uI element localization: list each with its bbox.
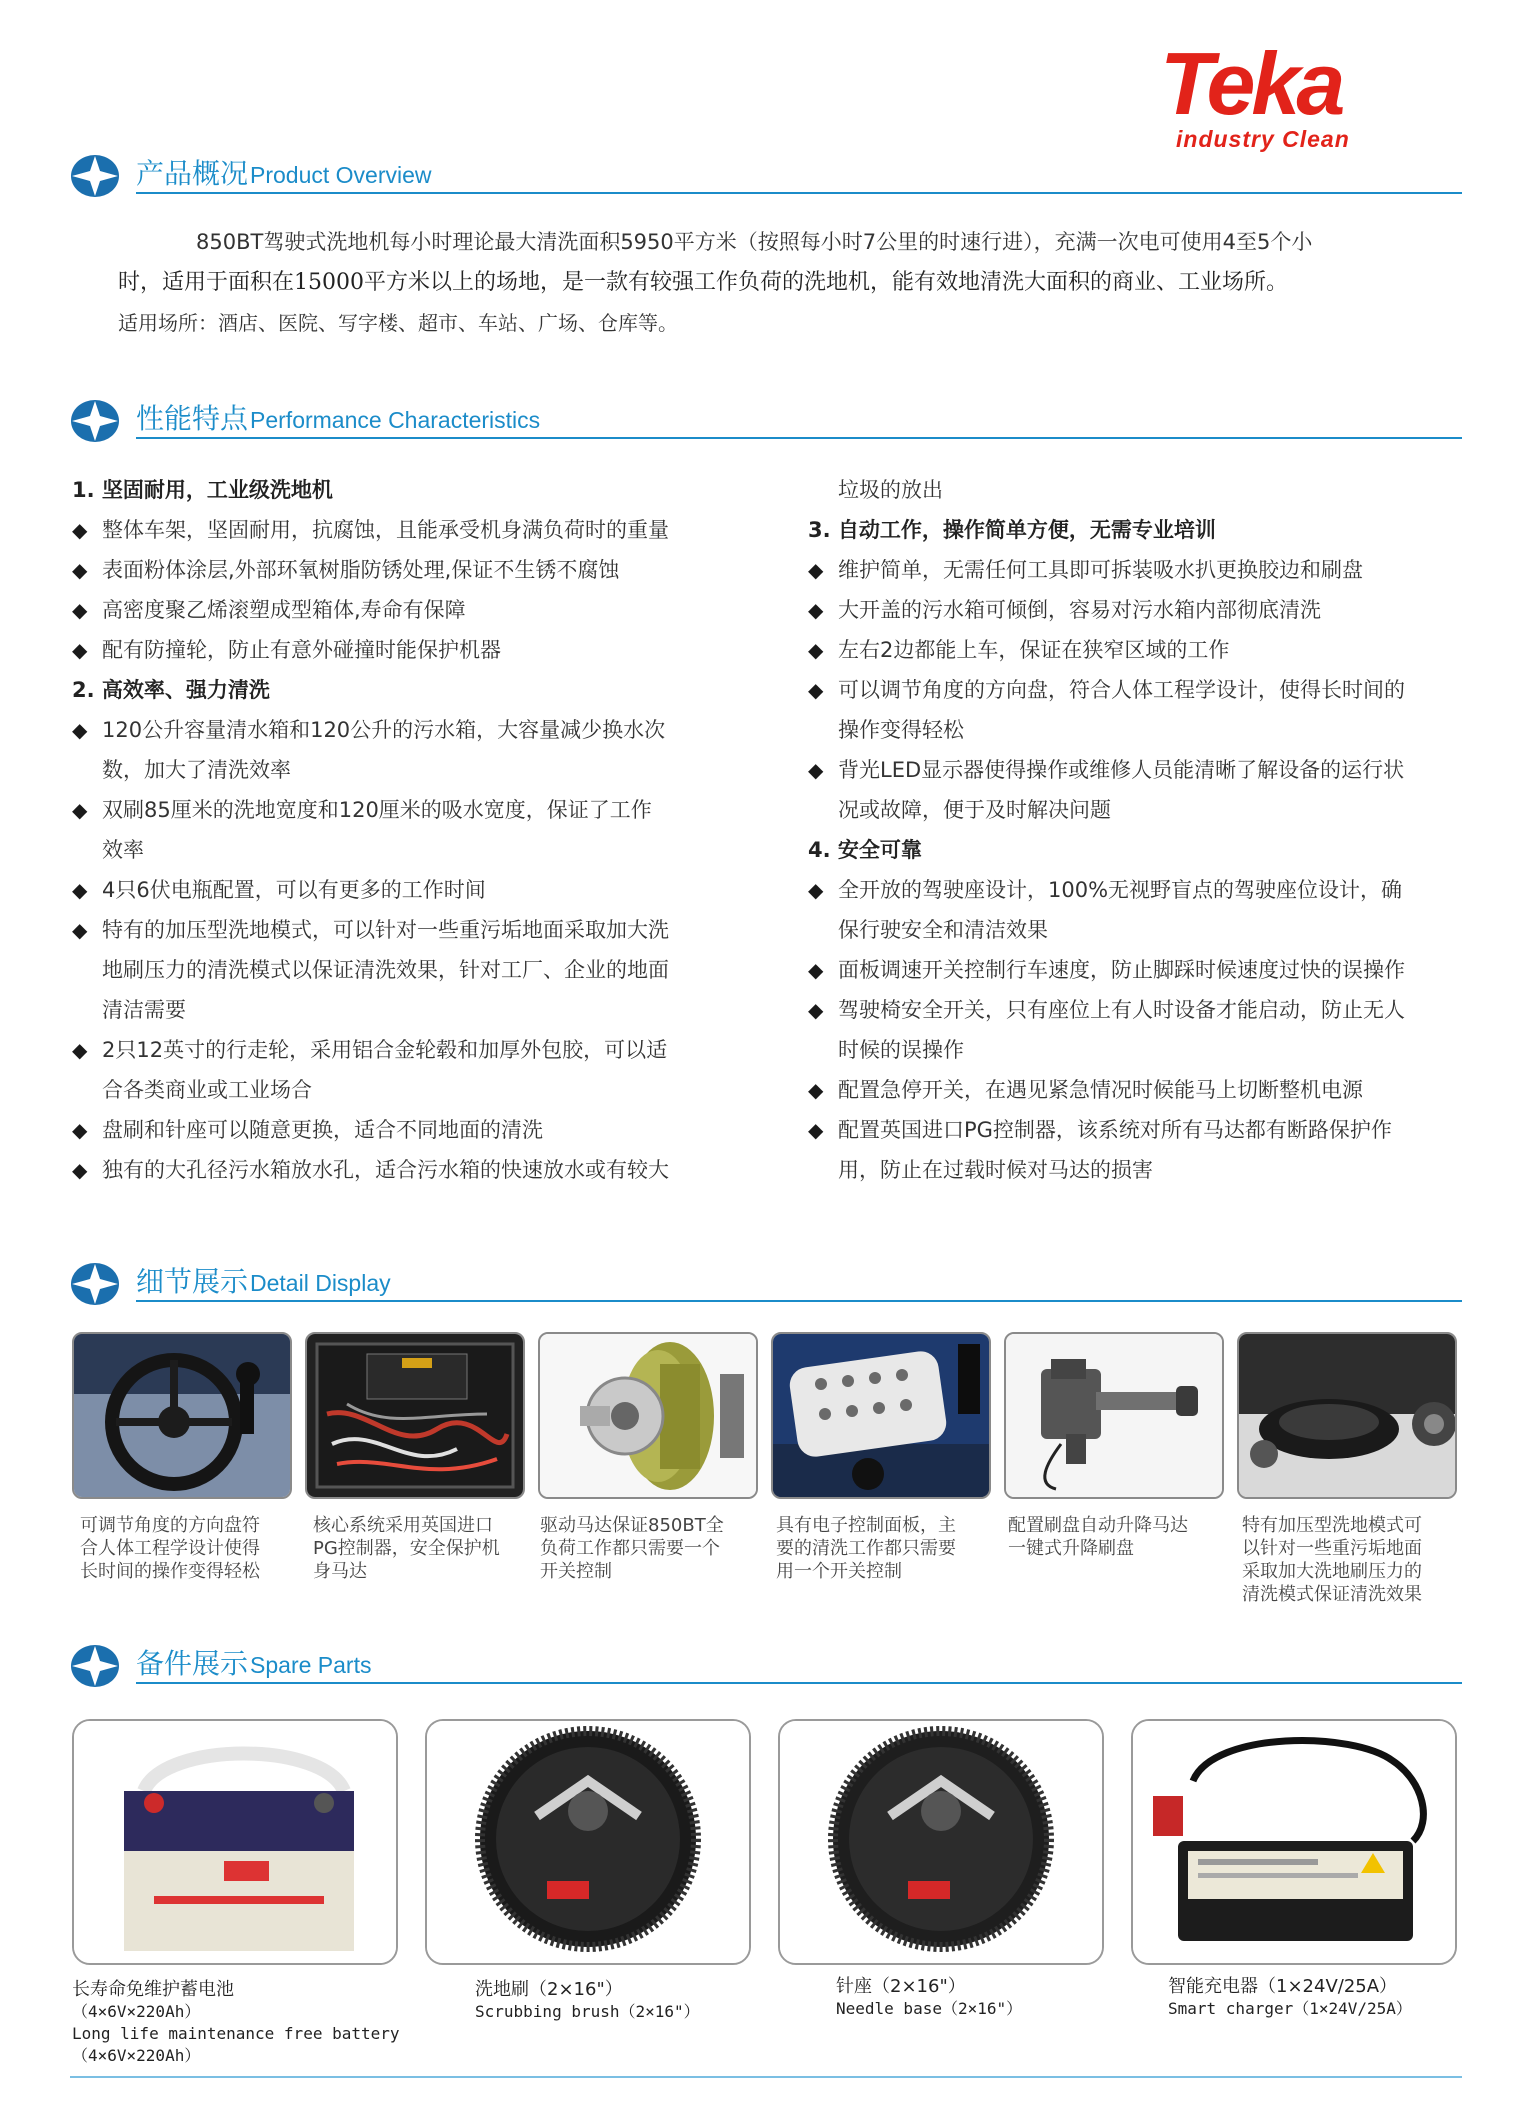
logo-tagline: industry Clean <box>1176 126 1350 152</box>
detail-photo-steering-wheel <box>72 1332 292 1499</box>
teka-logo <box>1150 22 1470 152</box>
spare-caption-charger: 智能充电器（1×24V/25A） Smart charger（1×24V/25A） <box>1168 1976 1412 2018</box>
detail-photo-lift-actuator <box>1004 1332 1224 1499</box>
feature-continuation: 用，防止在过载时候对马达的损害 <box>838 1158 1153 1182</box>
feature-continuation: 地刷压力的清洗模式以保证清洗效果，针对工厂、企业的地面 <box>102 958 669 982</box>
spare-caption-needle-base: 针座（2×16"） Needle base（2×16"） <box>836 1976 1023 2018</box>
feature-bullet: ◆ 高密度聚乙烯滚塑成型箱体,寿命有保障 <box>72 590 752 630</box>
section-header-detail <box>70 1258 1462 1308</box>
section-title: 性能特点Performance Characteristics <box>136 402 541 435</box>
feature-continuation: 垃圾的放出 <box>838 478 943 502</box>
feature-bullet: ◆ 驾驶椅安全开关，只有座位上有人时设备才能启动，防止无人 <box>808 990 1488 1030</box>
spare-photo-battery <box>72 1719 398 1965</box>
feature-bullet: ◆ 2只12英寸的行走轮，采用铝合金轮毂和加厚外包胶，可以适 <box>72 1030 752 1070</box>
detail-caption-2: 核心系统采用英国进口 PG控制器，安全保护机 身马达 <box>313 1515 500 1582</box>
detail-caption-3: 驱动马达保证850BT全 负荷工作都只需要一个 开关控制 <box>540 1515 724 1582</box>
spare-photo-needle-base <box>778 1719 1104 1965</box>
feature-bullet: ◆ 双刷85厘米的洗地宽度和120厘米的吸水宽度，保证了工作 <box>72 790 752 830</box>
detail-caption-4: 具有电子控制面板，主 要的清洗工作都只需要 用一个开关控制 <box>776 1515 956 1582</box>
feature-bullet: ◆ 配置英国进口PG控制器，该系统对所有马达都有断路保护作 <box>808 1110 1488 1150</box>
feature-heading: 2. 高效率、强力清洗 <box>72 678 270 702</box>
feature-bullet: ◆ 独有的大孔径污水箱放水孔，适合污水箱的快速放水或有较大 <box>72 1150 752 1190</box>
feature-continuation: 操作变得轻松 <box>838 718 964 742</box>
feature-bullet: ◆ 维护简单，无需任何工具即可拆装吸水扒更换胶边和刷盘 <box>808 550 1488 590</box>
feature-bullet: ◆ 全开放的驾驶座设计，100%无视野盲点的驾驶座位设计，确 <box>808 870 1488 910</box>
section-header-overview <box>70 150 1462 200</box>
feature-continuation: 况或故障，便于及时解决问题 <box>838 798 1111 822</box>
detail-caption-1: 可调节角度的方向盘符 合人体工程学设计使得 长时间的操作变得轻松 <box>80 1515 260 1582</box>
performance-list-right <box>808 470 1488 1190</box>
section-rule <box>136 1682 1462 1684</box>
feature-bullet: ◆ 大开盖的污水箱可倾倒，容易对污水箱内部彻底清洗 <box>808 590 1488 630</box>
compass-star-icon <box>70 154 120 198</box>
feature-bullet: ◆ 配有防撞轮，防止有意外碰撞时能保护机器 <box>72 630 752 670</box>
section-rule <box>136 1300 1462 1302</box>
feature-bullet: ◆ 背光LED显示器使得操作或维修人员能清晰了解设备的运行状 <box>808 750 1488 790</box>
section-rule <box>136 192 1462 194</box>
detail-photo-control-panel <box>771 1332 991 1499</box>
detail-caption-5: 配置刷盘自动升降马达 一键式升降刷盘 <box>1008 1515 1188 1559</box>
spare-caption-battery: 长寿命免维护蓄电池 （4×6V×220Ah） Long life maintenance free battery （4×6V×220Ah） <box>72 1979 400 2065</box>
footer-rule <box>70 2076 1462 2078</box>
spare-photo-scrubbing-brush <box>425 1719 751 1965</box>
detail-photo-drive-motor <box>538 1332 758 1499</box>
spare-photo-charger <box>1131 1719 1457 1965</box>
performance-list-left <box>72 470 752 1190</box>
detail-photo-controller <box>305 1332 525 1499</box>
compass-star-icon <box>70 1644 120 1688</box>
feature-continuation: 时候的误操作 <box>838 1038 964 1062</box>
compass-star-icon <box>70 399 120 443</box>
feature-continuation: 合各类商业或工业场合 <box>102 1078 312 1102</box>
detail-photo-brush-deck <box>1237 1332 1457 1499</box>
feature-continuation: 效率 <box>102 838 144 862</box>
feature-bullet: ◆ 表面粉体涂层,外部环氧树脂防锈处理,保证不生锈不腐蚀 <box>72 550 752 590</box>
overview-venues: 适用场所：酒店、医院、写字楼、超市、车站、广场、仓库等。 <box>118 311 678 335</box>
section-header-spare-parts <box>70 1640 1462 1690</box>
feature-continuation: 数，加大了清洗效率 <box>102 758 291 782</box>
feature-bullet: ◆ 面板调速开关控制行车速度，防止脚踩时候速度过快的误操作 <box>808 950 1488 990</box>
feature-bullet: ◆ 可以调节角度的方向盘，符合人体工程学设计，使得长时间的 <box>808 670 1488 710</box>
section-rule <box>136 437 1462 439</box>
section-title: 细节展示Detail Display <box>136 1265 391 1298</box>
logo-wordmark: Teka <box>1160 34 1342 133</box>
feature-bullet: ◆ 整体车架，坚固耐用，抗腐蚀，且能承受机身满负荷时的重量 <box>72 510 752 550</box>
feature-continuation: 保行驶安全和清洁效果 <box>838 918 1048 942</box>
section-title: 备件展示Spare Parts <box>136 1647 372 1680</box>
section-header-performance <box>70 395 1462 445</box>
feature-bullet: ◆ 左右2边都能上车，保证在狭窄区域的工作 <box>808 630 1488 670</box>
compass-star-icon <box>70 1262 120 1306</box>
feature-bullet: ◆ 盘刷和针座可以随意更换，适合不同地面的清洗 <box>72 1110 752 1150</box>
feature-bullet: ◆ 特有的加压型洗地模式，可以针对一些重污垢地面采取加大洗 <box>72 910 752 950</box>
feature-bullet: ◆ 配置急停开关，在遇见紧急情况时候能马上切断整机电源 <box>808 1070 1488 1110</box>
feature-bullet: ◆ 120公升容量清水箱和120公升的污水箱，大容量减少换水次 <box>72 710 752 750</box>
feature-heading: 1. 坚固耐用，工业级洗地机 <box>72 478 333 502</box>
feature-bullet: ◆ 4只6伏电瓶配置，可以有更多的工作时间 <box>72 870 752 910</box>
spare-caption-scrubbing-brush: 洗地刷（2×16"） Scrubbing brush（2×16"） <box>475 1979 700 2021</box>
overview-line-1: 850BT驾驶式洗地机每小时理论最大清洗面积5950平方米（按照每小时7公里的时速行进），充满一次电可使用4至5个小 <box>196 230 1313 254</box>
overview-line-2: 时，适用于面积在15000平方米以上的场地，是一款有较强工作负荷的洗地机，能有效地清洗大面积的商业、工业场所。 <box>118 270 1288 295</box>
feature-heading: 4. 安全可靠 <box>808 838 922 862</box>
section-title: 产品概况Product Overview <box>136 157 432 190</box>
feature-continuation: 清洁需要 <box>102 998 186 1022</box>
detail-caption-6: 特有加压型洗地模式可 以针对一些重污垢地面 采取加大洗地刷压力的 清洗模式保证清洗效果 <box>1242 1515 1422 1605</box>
feature-heading: 3. 自动工作，操作简单方便，无需专业培训 <box>808 518 1216 542</box>
